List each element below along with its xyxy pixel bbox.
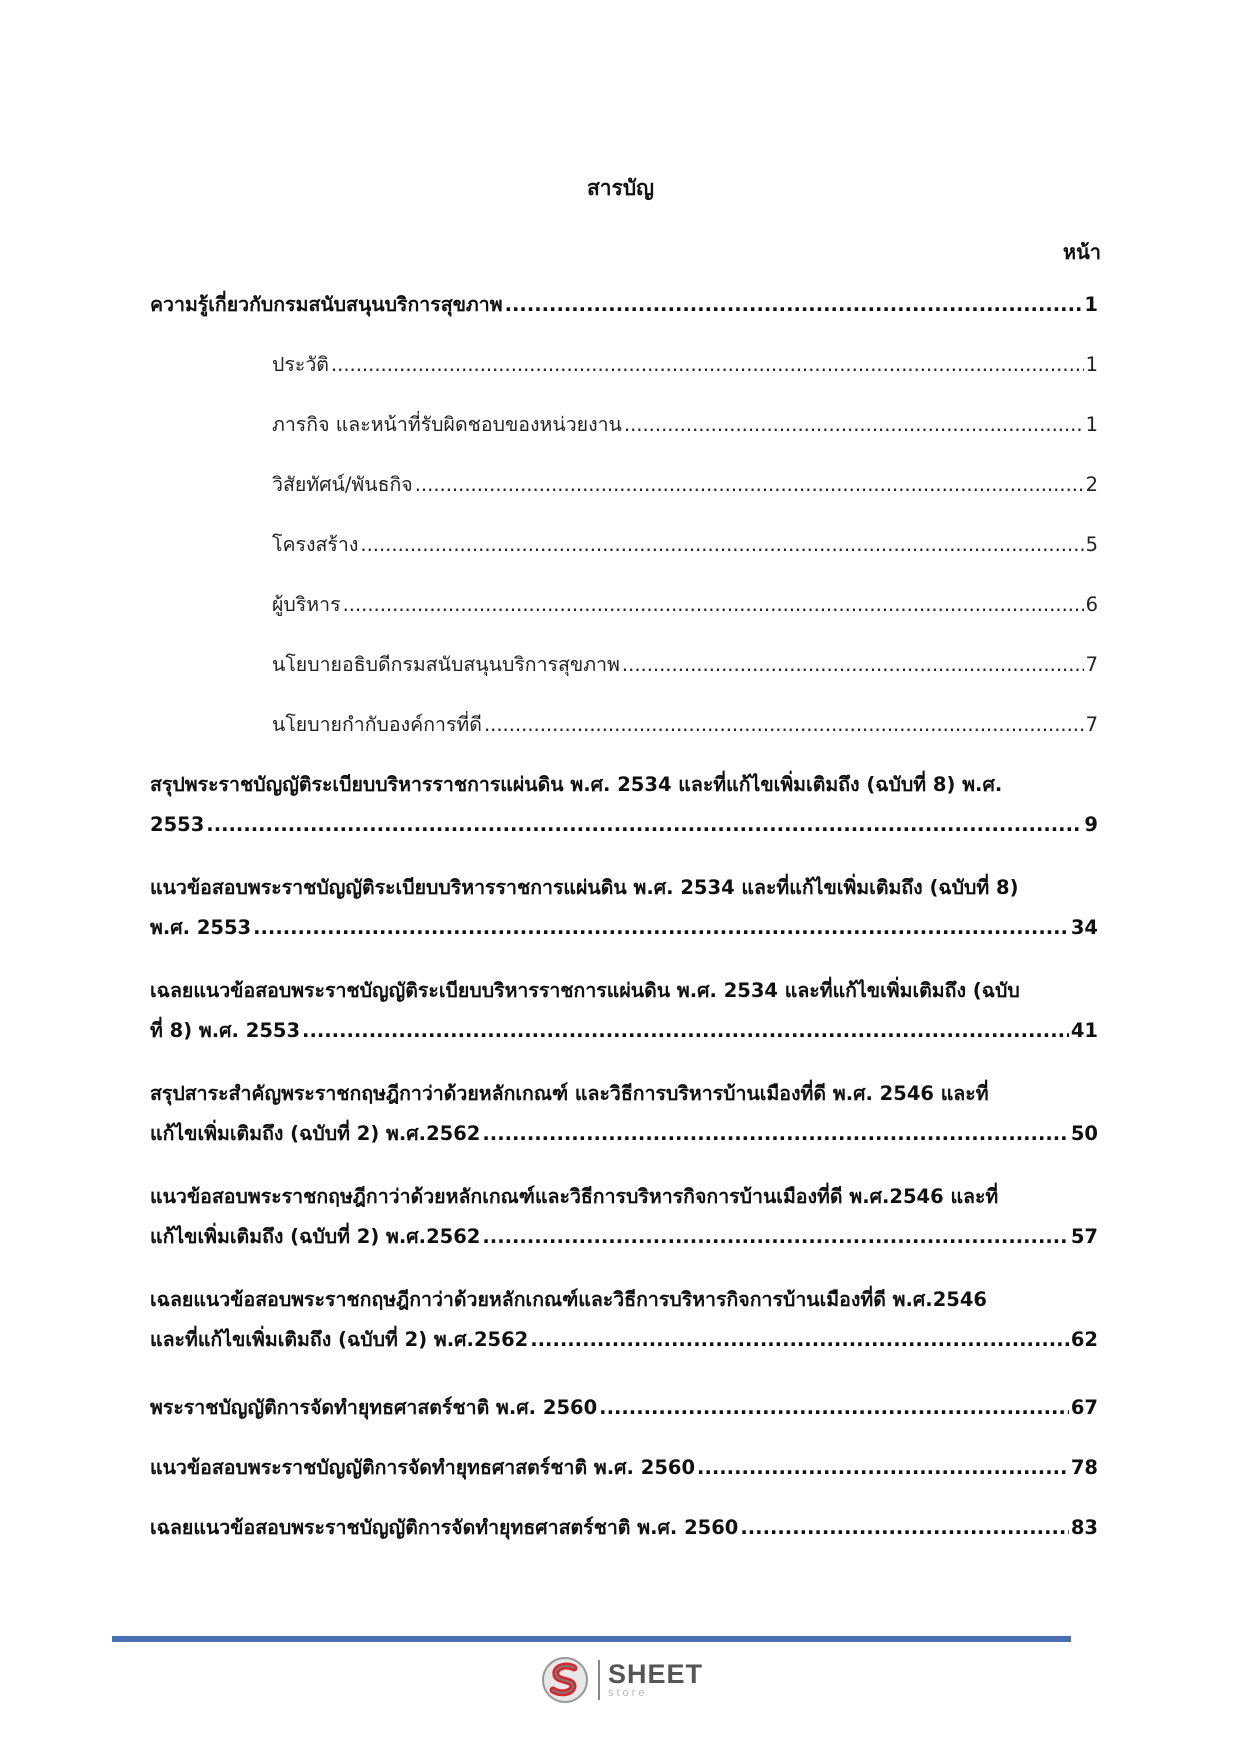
toc-subentry[interactable] <box>272 590 1098 620</box>
toc-entry-text-line1: เฉลยแนวข้อสอบพระราชกฤษฎีกาว่าด้วยหลักเกณฑ์และวิธีการบริหารกิจการบ้านเมืองที่ดี พ.ศ.2546 <box>150 1288 987 1311</box>
toc-entry-text: ผู้บริหาร <box>272 593 341 616</box>
leader-dots <box>331 350 1084 380</box>
toc-entry-page: 41 <box>1070 1019 1098 1042</box>
logo-wordmark <box>608 1661 703 1699</box>
leader-dots <box>302 1016 1069 1046</box>
toc-entry-page: 50 <box>1070 1122 1098 1145</box>
toc-entry-page: 78 <box>1070 1456 1098 1479</box>
toc-entry-line2 <box>150 810 1098 840</box>
leader-dots <box>530 1325 1069 1355</box>
toc-entry-page: 83 <box>1070 1516 1098 1539</box>
logo-separator <box>598 1660 600 1700</box>
leader-dots <box>482 1222 1068 1252</box>
toc-entry-text: วิสัยทัศน์/พันธกิจ <box>272 473 413 496</box>
toc-entry-page: 7 <box>1085 713 1098 736</box>
toc-entry[interactable] <box>150 290 1098 320</box>
leader-dots <box>624 410 1084 440</box>
toc-subentry[interactable] <box>272 470 1098 500</box>
toc-entry-text-line1: แนวข้อสอบพระราชบัญญัติระเบียบบริหารราชการแผ่นดิน พ.ศ. 2534 และที่แก้ไขเพิ่มเติมถึง (ฉบับที่ 8) <box>150 876 1019 899</box>
leader-dots <box>253 913 1069 943</box>
toc-entry-text: แนวข้อสอบพระราชบัญญัติการจัดทำยุทธศาสตร์ชาติ พ.ศ. 2560 <box>150 1456 696 1479</box>
toc-entry-page: 1 <box>1085 353 1098 376</box>
toc-entry-text: พระราชบัญญัติการจัดทำยุทธศาสตร์ชาติ พ.ศ. 2560 <box>150 1396 598 1419</box>
toc-entry[interactable] <box>150 873 1098 943</box>
toc-subentry[interactable] <box>272 350 1098 380</box>
toc-entry[interactable] <box>150 1513 1098 1543</box>
leader-dots <box>343 590 1084 620</box>
toc-entry-line2 <box>150 913 1098 943</box>
toc-entry-page: 62 <box>1070 1328 1098 1351</box>
leader-dots <box>415 470 1084 500</box>
toc-entry[interactable] <box>150 1285 1098 1355</box>
page-column-header: หน้า <box>1062 240 1101 264</box>
toc-entry[interactable] <box>150 1182 1098 1252</box>
toc-entry[interactable] <box>150 1453 1098 1483</box>
toc-entry[interactable] <box>150 770 1098 840</box>
leader-dots <box>697 1453 1069 1483</box>
leader-dots <box>599 1393 1069 1423</box>
toc-entry-text-line1: เฉลยแนวข้อสอบพระราชบัญญัติระเบียบบริหารราชการแผ่นดิน พ.ศ. 2534 และที่แก้ไขเพิ่มเติมถึง (ฉบับ <box>150 979 1020 1002</box>
logo-sub-text: store <box>608 1687 648 1699</box>
toc-subentry[interactable] <box>272 410 1098 440</box>
toc-entry-text-line1: สรุปพระราชบัญญัติระเบียบบริหารราชการแผ่นดิน พ.ศ. 2534 และที่แก้ไขเพิ่มเติมถึง (ฉบับที่ 8) พ.ศ. <box>150 773 1003 796</box>
toc-entry-page: 6 <box>1085 593 1098 616</box>
toc-entry-line2 <box>150 1119 1098 1149</box>
toc-entry[interactable] <box>150 1393 1098 1423</box>
toc-entry-text-line2: 2553 <box>150 813 205 836</box>
toc-entry-page: 34 <box>1070 916 1098 939</box>
toc-subentry[interactable] <box>272 710 1098 740</box>
toc-entry-text: เฉลยแนวข้อสอบพระราชบัญญัติการจัดทำยุทธศาสตร์ชาติ พ.ศ. 2560 <box>150 1516 739 1539</box>
leader-dots <box>482 1119 1068 1149</box>
toc-entry-text-line1: แนวข้อสอบพระราชกฤษฎีกาว่าด้วยหลักเกณฑ์และวิธีการบริหารกิจการบ้านเมืองที่ดี พ.ศ.2546 และที่ <box>150 1185 999 1208</box>
toc-entry-page: 2 <box>1085 473 1098 496</box>
toc-entry-text-line1: สรุปสาระสำคัญพระราชกฤษฎีกาว่าด้วยหลักเกณฑ์ และวิธีการบริหารบ้านเมืองที่ดี พ.ศ. 2546 และที่ <box>150 1082 989 1105</box>
toc-entry-page: 1 <box>1085 413 1098 436</box>
toc-entry-text: ความรู้เกี่ยวกับกรมสนับสนุนบริการสุขภาพ <box>150 293 503 316</box>
leader-dots <box>484 710 1084 740</box>
toc-entry-text: ภารกิจ และหน้าที่รับผิดชอบของหน่วยงาน <box>272 413 622 436</box>
toc-entry-page: 7 <box>1085 653 1098 676</box>
toc-entry-text-line2: แก้ไขเพิ่มเติมถึง (ฉบับที่ 2) พ.ศ.2562 <box>150 1122 481 1145</box>
logo-brand-text: SHEET <box>608 1659 704 1689</box>
toc-entry-text: ประวัติ <box>272 353 329 376</box>
toc-title: สารบัญ <box>586 176 655 200</box>
leader-dots <box>360 530 1083 560</box>
toc-entry-page: 57 <box>1070 1225 1098 1248</box>
toc-entry-page: 67 <box>1070 1396 1098 1419</box>
toc-entry-text: โครงสร้าง <box>272 533 359 556</box>
toc-entry-text: นโยบายกำกับองค์การที่ดี <box>272 713 482 736</box>
leader-dots <box>505 290 1083 320</box>
toc-entry-line2 <box>150 1016 1098 1046</box>
toc-entry-text-line2: ที่ 8) พ.ศ. 2553 <box>150 1019 301 1042</box>
toc-entry-text-line2: และที่แก้ไขเพิ่มเติมถึง (ฉบับที่ 2) พ.ศ.2562 <box>150 1328 529 1351</box>
sheet-store-logo-icon <box>540 1655 590 1705</box>
toc-entry-text-line2: พ.ศ. 2553 <box>150 916 252 939</box>
toc-entry-text-line2: แก้ไขเพิ่มเติมถึง (ฉบับที่ 2) พ.ศ.2562 <box>150 1225 481 1248</box>
footer-rule <box>112 1636 1071 1642</box>
toc-entry-line2 <box>150 1325 1098 1355</box>
toc-entry-page: 1 <box>1084 293 1098 316</box>
toc-entry[interactable] <box>150 976 1098 1046</box>
toc-entry-line2 <box>150 1222 1098 1252</box>
sheet-store-logo <box>540 1655 710 1705</box>
toc-entry-page: 5 <box>1085 533 1098 556</box>
toc-subentry[interactable] <box>272 650 1098 680</box>
toc-subentry[interactable] <box>272 530 1098 560</box>
toc-entry-page: 9 <box>1084 813 1098 836</box>
leader-dots <box>622 650 1084 680</box>
leader-dots <box>206 810 1082 840</box>
toc-entry-text: นโยบายอธิบดีกรมสนับสนุนบริการสุขภาพ <box>272 653 620 676</box>
toc-entry[interactable] <box>150 1079 1098 1149</box>
leader-dots <box>740 1513 1069 1543</box>
